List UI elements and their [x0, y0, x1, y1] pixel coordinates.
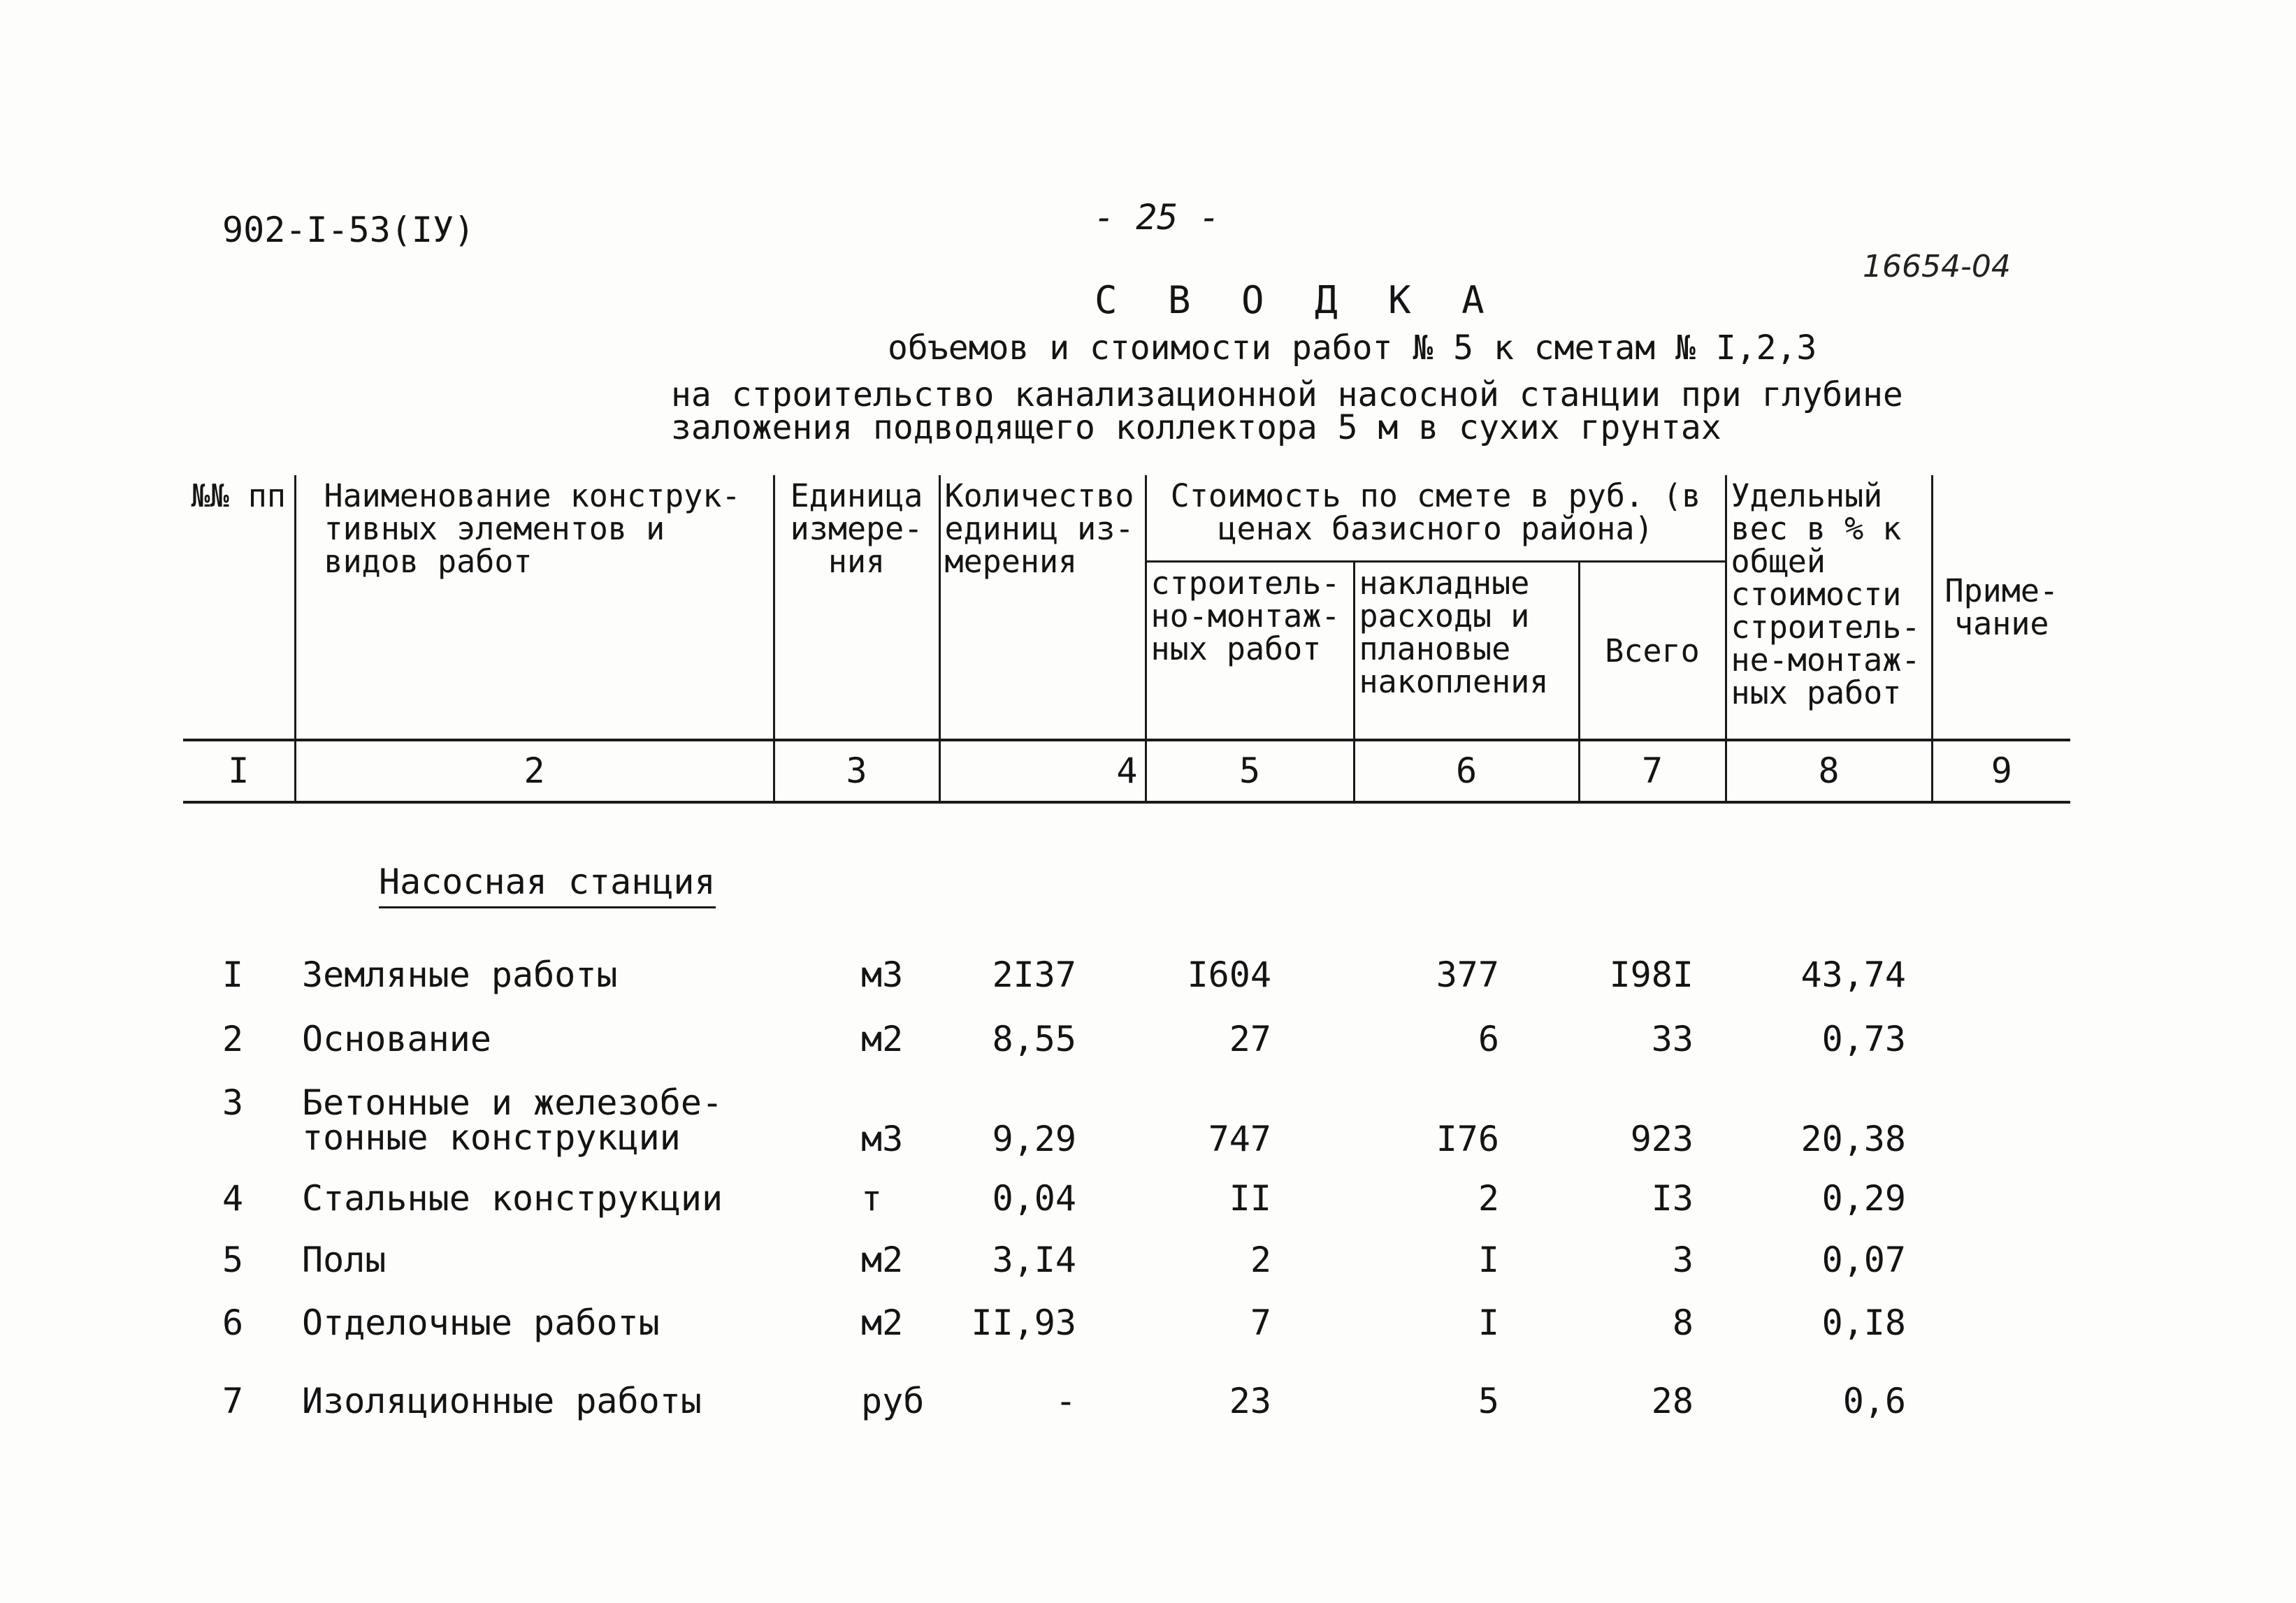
table-header — [183, 475, 2070, 804]
row-number: 2 — [222, 1019, 244, 1059]
row-number: 4 — [222, 1178, 244, 1219]
column-number: 7 — [1579, 740, 1726, 802]
row-overhead: I — [1478, 1303, 1499, 1343]
row-name: Полы — [302, 1240, 387, 1280]
row-overhead: 377 — [1436, 955, 1499, 995]
row-weight: 0,I8 — [1821, 1303, 1906, 1343]
column-number: 9 — [1932, 740, 2070, 802]
header-weight: Удельный вес в % к общей стоимости строитель-не-монтаж-ных работ — [1726, 475, 1932, 740]
row-construction-cost: 27 — [1229, 1019, 1271, 1059]
row-quantity: 2I37 — [992, 955, 1076, 995]
row-overhead: I — [1478, 1240, 1499, 1280]
header-quantity: Количество единиц из-мерения — [939, 475, 1146, 740]
row-construction-cost: 7 — [1250, 1303, 1271, 1343]
subject-line-1: на строительство канализационной насосной станции при глубине — [671, 375, 1903, 414]
column-number: 6 — [1354, 740, 1579, 802]
row-weight: 43,74 — [1800, 955, 1906, 995]
row-construction-cost: 2 — [1250, 1240, 1271, 1280]
row-name-line-2: тонные конструкции — [302, 1117, 681, 1158]
page-number: - 25 - — [1094, 197, 1220, 238]
row-weight: 20,38 — [1800, 1119, 1906, 1159]
row-unit: руб — [861, 1381, 925, 1421]
row-quantity: II,93 — [971, 1303, 1076, 1343]
header-total: Всего — [1579, 562, 1726, 741]
column-number: I — [183, 740, 295, 802]
row-number: 3 — [222, 1082, 244, 1123]
row-name: Стальные конструкции — [302, 1178, 723, 1219]
header-number: №№ пп — [191, 477, 286, 514]
document-code: 902-I-53(IУ) — [222, 210, 475, 250]
row-construction-cost: 747 — [1208, 1119, 1271, 1159]
row-unit: т — [861, 1178, 883, 1219]
row-construction-cost: 23 — [1229, 1381, 1271, 1421]
document-subtitle: объемов и стоимости работ № 5 к сметам № I,2,3 — [888, 328, 1817, 368]
header-name: Наименование конструк-тивных элементов и видов работ — [295, 475, 774, 740]
row-weight: 0,07 — [1821, 1240, 1906, 1280]
row-total: I3 — [1651, 1178, 1694, 1219]
row-overhead: 5 — [1478, 1381, 1499, 1421]
row-overhead: 2 — [1478, 1178, 1499, 1219]
row-name: Земляные работы — [302, 955, 618, 995]
row-name: Отделочные работы — [302, 1303, 660, 1343]
row-number: 6 — [222, 1303, 244, 1343]
row-name-line-1: Бетонные и железобе- — [302, 1082, 723, 1123]
row-quantity: 0,04 — [992, 1178, 1076, 1219]
row-construction-cost: II — [1229, 1178, 1271, 1219]
row-total: I98I — [1609, 955, 1694, 995]
row-unit: м3 — [861, 955, 904, 995]
row-name: Изоляционные работы — [302, 1381, 702, 1421]
row-name — [302, 1082, 723, 1158]
subject-line-2: заложения подводящего коллектора 5 м в сухих грунтах — [671, 408, 1721, 447]
column-number: 2 — [295, 740, 774, 802]
column-number: 3 — [774, 740, 939, 802]
row-overhead: 6 — [1478, 1019, 1499, 1059]
document-subject — [671, 375, 1903, 447]
row-unit: м2 — [861, 1019, 904, 1059]
row-unit: м3 — [861, 1119, 904, 1159]
row-number: 5 — [222, 1240, 244, 1280]
document-title: С В О Д К А — [1095, 278, 1499, 322]
row-weight: 0,73 — [1821, 1019, 1906, 1059]
row-total: 923 — [1630, 1119, 1694, 1159]
section-title: Насосная станция — [379, 862, 716, 908]
row-name: Основание — [302, 1019, 491, 1059]
column-number: 8 — [1726, 740, 1932, 802]
row-quantity: 9,29 — [992, 1119, 1076, 1159]
header-note: Приме-чание — [1932, 475, 2070, 740]
row-weight: 0,6 — [1842, 1381, 1906, 1421]
row-total: 3 — [1672, 1240, 1694, 1280]
header-overhead: накладные расходы и плановые накопления — [1354, 562, 1579, 741]
row-quantity: 3,I4 — [992, 1240, 1076, 1280]
row-total: 33 — [1651, 1019, 1694, 1059]
row-number: 7 — [222, 1381, 244, 1421]
column-number: 5 — [1146, 740, 1354, 802]
row-total: 8 — [1672, 1303, 1694, 1343]
row-weight: 0,29 — [1821, 1178, 1906, 1219]
row-quantity: - — [1055, 1381, 1076, 1421]
header-unit: Единица измере-ния — [774, 475, 939, 740]
row-overhead: I76 — [1436, 1119, 1499, 1159]
header-construction-cost: строитель-но-монтаж-ных работ — [1146, 562, 1354, 741]
row-unit: м2 — [861, 1303, 904, 1343]
header-cost-group: Стоимость по смете в руб. (в ценах базисного района) — [1146, 475, 1726, 562]
row-unit: м2 — [861, 1240, 904, 1280]
row-total: 28 — [1651, 1381, 1694, 1421]
handwritten-stamp: 16654-04 — [1863, 249, 2011, 284]
row-quantity: 8,55 — [992, 1019, 1076, 1059]
row-number: I — [222, 955, 244, 995]
column-number: 4 — [939, 740, 1146, 802]
row-construction-cost: I604 — [1187, 955, 1271, 995]
